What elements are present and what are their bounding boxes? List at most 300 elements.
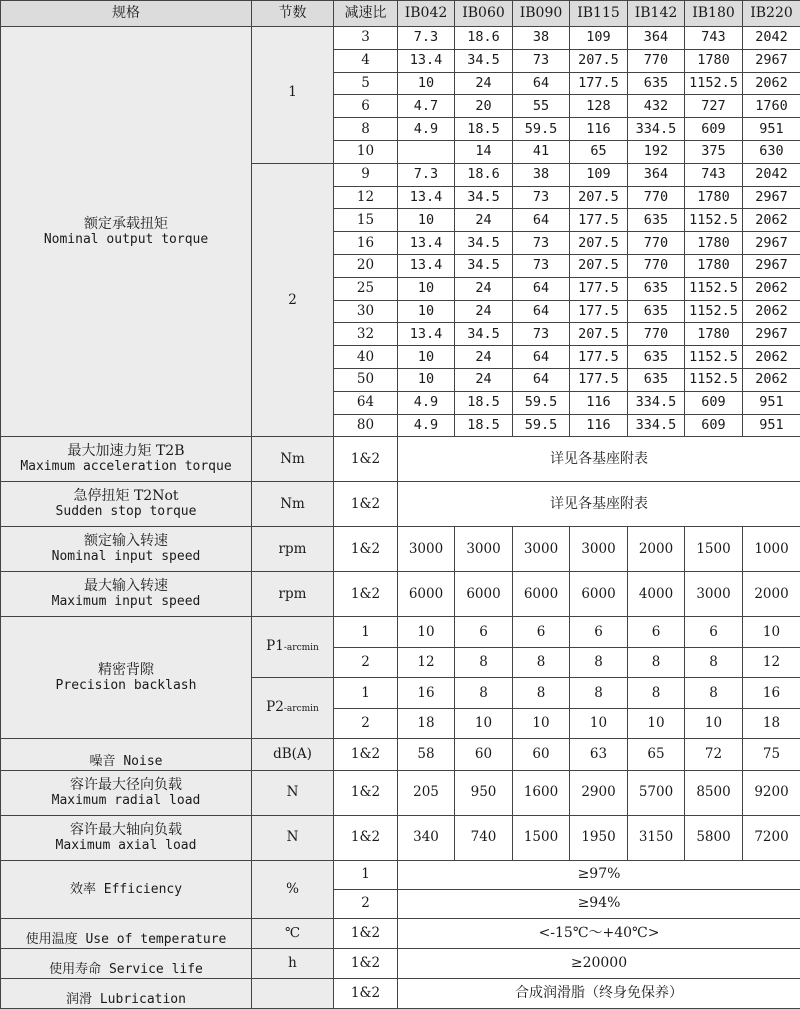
value-cell: 207.5 xyxy=(570,254,628,277)
nom-speed-label-en: Nominal input speed xyxy=(1,549,251,564)
backlash-label-en: Precision backlash xyxy=(1,678,251,693)
value-cell: 6000 xyxy=(455,572,513,617)
value-cell: 24 xyxy=(455,346,513,369)
torque-label-en: Nominal output torque xyxy=(1,232,251,247)
value-cell: 5800 xyxy=(685,815,743,860)
max-speed-label xyxy=(1,572,252,617)
value-cell: 3000 xyxy=(513,527,570,572)
header-model: IB180 xyxy=(685,1,743,27)
value-cell: 64 xyxy=(513,346,570,369)
noise-label-text: 噪音 Noise xyxy=(1,754,251,769)
value-cell: 2900 xyxy=(570,770,628,815)
value-cell: 2062 xyxy=(743,346,800,369)
unit-cell: Nm xyxy=(252,482,334,527)
ratio-cell: 25 xyxy=(334,277,398,300)
value-cell: 60 xyxy=(513,739,570,771)
life-label xyxy=(1,948,252,978)
value-cell: 64 xyxy=(513,277,570,300)
ratio-cell: 6 xyxy=(334,95,398,118)
merged-value-cell: 详见各基座附表 xyxy=(398,482,800,527)
ratio-cell: 16 xyxy=(334,232,398,255)
value-cell: 1000 xyxy=(743,527,800,572)
value-cell: 13.4 xyxy=(398,186,455,209)
value-cell: 65 xyxy=(570,140,628,163)
value-cell: 2000 xyxy=(628,527,685,572)
value-cell: 1152.5 xyxy=(685,209,743,232)
value-cell: 18.5 xyxy=(455,414,513,437)
ratio-cell: 20 xyxy=(334,254,398,277)
estop-label xyxy=(1,482,252,527)
value-cell: 334.5 xyxy=(628,391,685,414)
value-cell: 18.6 xyxy=(455,163,513,186)
value-cell: 13.4 xyxy=(398,323,455,346)
value-cell: 18 xyxy=(743,708,800,739)
value-cell: 24 xyxy=(455,300,513,323)
value-cell: 207.5 xyxy=(570,323,628,346)
table-row xyxy=(1,437,800,482)
value-cell: 10 xyxy=(513,708,570,739)
value-cell: 73 xyxy=(513,323,570,346)
value-cell: 2042 xyxy=(743,163,800,186)
value-cell: 7.3 xyxy=(398,27,455,50)
stage-cell: 1&2 xyxy=(334,572,398,617)
value-cell: 63 xyxy=(570,739,628,771)
value-cell: 207.5 xyxy=(570,186,628,209)
stage-cell: 1&2 xyxy=(334,482,398,527)
value-cell: 207.5 xyxy=(570,49,628,72)
value-cell: 1152.5 xyxy=(685,346,743,369)
value-cell: 7200 xyxy=(743,815,800,860)
table-row xyxy=(1,815,800,860)
value-cell: 6 xyxy=(455,617,513,648)
axial-label xyxy=(1,815,252,860)
value-cell: 6 xyxy=(628,617,685,648)
value-cell: 177.5 xyxy=(570,368,628,391)
stage-cell: 2 xyxy=(334,708,398,739)
torque-label-zh: 额定承载扭矩 xyxy=(1,217,251,232)
value-cell: 3000 xyxy=(398,527,455,572)
value-cell: 635 xyxy=(628,209,685,232)
value-cell: 34.5 xyxy=(455,186,513,209)
value-cell: 24 xyxy=(455,72,513,95)
header-model: IB142 xyxy=(628,1,685,27)
value-cell: 364 xyxy=(628,27,685,50)
value-cell: 59.5 xyxy=(513,118,570,141)
value-cell: 34.5 xyxy=(455,254,513,277)
ratio-cell: 9 xyxy=(334,163,398,186)
value-cell: 64 xyxy=(513,72,570,95)
value-cell: 2967 xyxy=(743,186,800,209)
value-cell: 13.4 xyxy=(398,254,455,277)
value-cell: 5700 xyxy=(628,770,685,815)
value-cell: 740 xyxy=(455,815,513,860)
value-cell: 4.7 xyxy=(398,95,455,118)
value-cell: 951 xyxy=(743,414,800,437)
value-cell: 743 xyxy=(685,163,743,186)
value-cell: 8 xyxy=(513,678,570,709)
unit-cell: N xyxy=(252,815,334,860)
merged-value-cell: ≥97% xyxy=(398,860,800,889)
torque-label xyxy=(1,27,252,437)
value-cell: 13.4 xyxy=(398,232,455,255)
merged-value-cell: ≥20000 xyxy=(398,948,800,978)
value-cell: 1152.5 xyxy=(685,277,743,300)
value-cell: 8 xyxy=(685,678,743,709)
value-cell: 1152.5 xyxy=(685,368,743,391)
stage-cell: 1&2 xyxy=(334,527,398,572)
value-cell: 75 xyxy=(743,739,800,771)
value-cell: 41 xyxy=(513,140,570,163)
value-cell: 8 xyxy=(455,647,513,678)
value-cell: 10 xyxy=(685,708,743,739)
stage-cell: 1&2 xyxy=(334,918,398,948)
value-cell: 18.5 xyxy=(455,391,513,414)
ratio-cell: 50 xyxy=(334,368,398,391)
radial-label xyxy=(1,770,252,815)
value-cell: 8500 xyxy=(685,770,743,815)
value-cell: 770 xyxy=(628,186,685,209)
value-cell: 635 xyxy=(628,300,685,323)
value-cell: 192 xyxy=(628,140,685,163)
unit-cell: Nm xyxy=(252,437,334,482)
value-cell: 8 xyxy=(570,647,628,678)
backlash-unit-sub: -arcmin xyxy=(284,643,319,653)
value-cell xyxy=(398,140,455,163)
table-row xyxy=(1,918,800,948)
value-cell: 18.5 xyxy=(455,118,513,141)
header-model: IB060 xyxy=(455,1,513,27)
backlash-p2-cell xyxy=(252,678,334,739)
value-cell: 177.5 xyxy=(570,72,628,95)
value-cell: 24 xyxy=(455,277,513,300)
value-cell: 1780 xyxy=(685,232,743,255)
header-model: IB042 xyxy=(398,1,455,27)
value-cell: 4.9 xyxy=(398,414,455,437)
value-cell: 12 xyxy=(398,647,455,678)
backlash-unit-sub: -arcmin xyxy=(284,704,319,714)
value-cell: 10 xyxy=(570,708,628,739)
value-cell: 12 xyxy=(743,647,800,678)
value-cell: 2062 xyxy=(743,368,800,391)
merged-value-cell: 合成润滑脂（终身免保养） xyxy=(398,978,800,1008)
value-cell: 2062 xyxy=(743,209,800,232)
ratio-cell: 5 xyxy=(334,72,398,95)
temp-label xyxy=(1,918,252,948)
stage-cell: 1 xyxy=(334,860,398,889)
stage-cell: 1 xyxy=(334,617,398,648)
value-cell: 18.6 xyxy=(455,27,513,50)
merged-value-cell: 详见各基座附表 xyxy=(398,437,800,482)
value-cell: 635 xyxy=(628,368,685,391)
value-cell: 635 xyxy=(628,72,685,95)
header-row xyxy=(1,1,800,27)
value-cell: 609 xyxy=(685,391,743,414)
stage-cell: 1&2 xyxy=(334,948,398,978)
axial-label-zh: 容许最大轴向负载 xyxy=(1,823,251,838)
unit-cell: rpm xyxy=(252,572,334,617)
value-cell: 73 xyxy=(513,232,570,255)
value-cell: 10 xyxy=(398,368,455,391)
lube-label xyxy=(1,978,252,1008)
header-ratio: 减速比 xyxy=(334,1,398,27)
value-cell: 73 xyxy=(513,186,570,209)
value-cell: 59.5 xyxy=(513,391,570,414)
accel-label-zh: 最大加速力矩 T2B xyxy=(1,444,251,459)
value-cell: 6000 xyxy=(513,572,570,617)
value-cell: 375 xyxy=(685,140,743,163)
lube-label-text: 润滑 Lubrication xyxy=(1,992,251,1007)
value-cell: 2967 xyxy=(743,232,800,255)
unit-cell: rpm xyxy=(252,527,334,572)
value-cell: 207.5 xyxy=(570,232,628,255)
value-cell: 432 xyxy=(628,95,685,118)
unit-cell: h xyxy=(252,948,334,978)
value-cell: 10 xyxy=(455,708,513,739)
unit-cell: ℃ xyxy=(252,918,334,948)
value-cell: 2967 xyxy=(743,323,800,346)
table-row xyxy=(1,978,800,1008)
max-speed-label-en: Maximum input speed xyxy=(1,594,251,609)
value-cell: 1500 xyxy=(513,815,570,860)
value-cell: 18 xyxy=(398,708,455,739)
table-row xyxy=(1,617,800,648)
value-cell: 8 xyxy=(570,678,628,709)
efficiency-label-text: 效率 Efficiency xyxy=(1,882,251,897)
value-cell: 1600 xyxy=(513,770,570,815)
value-cell: 6 xyxy=(685,617,743,648)
header-model: IB115 xyxy=(570,1,628,27)
estop-label-zh: 急停扭矩 T2Not xyxy=(1,489,251,504)
value-cell: 743 xyxy=(685,27,743,50)
value-cell: 24 xyxy=(455,368,513,391)
value-cell: 177.5 xyxy=(570,277,628,300)
stage-cell: 1&2 xyxy=(334,815,398,860)
value-cell: 770 xyxy=(628,254,685,277)
stage-cell: 1&2 xyxy=(334,437,398,482)
accel-label-en: Maximum acceleration torque xyxy=(1,459,251,474)
value-cell: 10 xyxy=(628,708,685,739)
table-row xyxy=(1,739,800,771)
table-row xyxy=(1,770,800,815)
table-row xyxy=(1,860,800,889)
value-cell: 55 xyxy=(513,95,570,118)
value-cell: 4.9 xyxy=(398,118,455,141)
backlash-label xyxy=(1,617,252,739)
value-cell: 10 xyxy=(398,617,455,648)
value-cell: 6 xyxy=(513,617,570,648)
value-cell: 8 xyxy=(513,647,570,678)
unit-cell xyxy=(252,978,334,1008)
value-cell: 635 xyxy=(628,346,685,369)
value-cell: 1780 xyxy=(685,49,743,72)
value-cell: 770 xyxy=(628,232,685,255)
value-cell: 630 xyxy=(743,140,800,163)
table-row xyxy=(1,27,800,50)
value-cell: 177.5 xyxy=(570,300,628,323)
max-speed-label-zh: 最大输入转速 xyxy=(1,579,251,594)
backlash-label-zh: 精密背隙 xyxy=(1,663,251,678)
value-cell: 770 xyxy=(628,49,685,72)
value-cell: 1780 xyxy=(685,254,743,277)
value-cell: 64 xyxy=(513,209,570,232)
value-cell: 4.9 xyxy=(398,391,455,414)
value-cell: 65 xyxy=(628,739,685,771)
value-cell: 177.5 xyxy=(570,346,628,369)
value-cell: 128 xyxy=(570,95,628,118)
value-cell: 609 xyxy=(685,414,743,437)
merged-value-cell: <-15℃～+40℃> xyxy=(398,918,800,948)
value-cell: 8 xyxy=(628,678,685,709)
ratio-cell: 15 xyxy=(334,209,398,232)
table-row xyxy=(1,572,800,617)
ratio-cell: 40 xyxy=(334,346,398,369)
value-cell: 364 xyxy=(628,163,685,186)
value-cell: 16 xyxy=(743,678,800,709)
efficiency-label xyxy=(1,860,252,918)
ratio-cell: 10 xyxy=(334,140,398,163)
radial-label-en: Maximum radial load xyxy=(1,793,251,808)
stage-cell: 1&2 xyxy=(334,739,398,771)
value-cell: 24 xyxy=(455,209,513,232)
stage-2-cell: 2 xyxy=(252,163,334,437)
value-cell: 8 xyxy=(455,678,513,709)
stage-cell: 1 xyxy=(334,678,398,709)
value-cell: 73 xyxy=(513,254,570,277)
table-row xyxy=(1,482,800,527)
value-cell: 1950 xyxy=(570,815,628,860)
value-cell: 8 xyxy=(628,647,685,678)
value-cell: 2967 xyxy=(743,49,800,72)
value-cell: 951 xyxy=(743,391,800,414)
value-cell: 6 xyxy=(570,617,628,648)
value-cell: 3000 xyxy=(455,527,513,572)
value-cell: 8 xyxy=(685,647,743,678)
value-cell: 116 xyxy=(570,414,628,437)
value-cell: 340 xyxy=(398,815,455,860)
value-cell: 770 xyxy=(628,323,685,346)
ratio-cell: 4 xyxy=(334,49,398,72)
unit-cell: % xyxy=(252,860,334,918)
value-cell: 3000 xyxy=(685,572,743,617)
value-cell: 34.5 xyxy=(455,323,513,346)
value-cell: 950 xyxy=(455,770,513,815)
value-cell: 334.5 xyxy=(628,414,685,437)
header-spec: 规格 xyxy=(1,1,252,27)
backlash-p1-label: P1 xyxy=(266,638,284,654)
table-row xyxy=(1,948,800,978)
backlash-p2-label: P2 xyxy=(266,699,284,715)
noise-label xyxy=(1,739,252,771)
radial-label-zh: 容许最大径向负载 xyxy=(1,778,251,793)
value-cell: 1780 xyxy=(685,323,743,346)
life-label-text: 使用寿命 Service life xyxy=(1,962,251,977)
axial-label-en: Maximum axial load xyxy=(1,838,251,853)
value-cell: 10 xyxy=(743,617,800,648)
value-cell: 16 xyxy=(398,678,455,709)
value-cell: 609 xyxy=(685,118,743,141)
merged-value-cell: ≥94% xyxy=(398,889,800,918)
value-cell: 59.5 xyxy=(513,414,570,437)
header-stage: 节数 xyxy=(252,1,334,27)
temp-label-text: 使用温度 Use of temperature xyxy=(1,932,251,947)
value-cell: 14 xyxy=(455,140,513,163)
value-cell: 1780 xyxy=(685,186,743,209)
value-cell: 72 xyxy=(685,739,743,771)
value-cell: 3000 xyxy=(570,527,628,572)
nom-speed-label xyxy=(1,527,252,572)
value-cell: 2967 xyxy=(743,254,800,277)
value-cell: 2042 xyxy=(743,27,800,50)
value-cell: 10 xyxy=(398,346,455,369)
value-cell: 38 xyxy=(513,163,570,186)
ratio-cell: 12 xyxy=(334,186,398,209)
value-cell: 727 xyxy=(685,95,743,118)
stage-cell: 1&2 xyxy=(334,770,398,815)
value-cell: 34.5 xyxy=(455,49,513,72)
value-cell: 20 xyxy=(455,95,513,118)
value-cell: 34.5 xyxy=(455,232,513,255)
value-cell: 6000 xyxy=(570,572,628,617)
value-cell: 10 xyxy=(398,277,455,300)
table-row xyxy=(1,527,800,572)
value-cell: 60 xyxy=(455,739,513,771)
value-cell: 2062 xyxy=(743,72,800,95)
stage-cell: 2 xyxy=(334,647,398,678)
value-cell: 64 xyxy=(513,300,570,323)
value-cell: 73 xyxy=(513,49,570,72)
value-cell: 109 xyxy=(570,27,628,50)
stage-cell: 2 xyxy=(334,889,398,918)
value-cell: 3150 xyxy=(628,815,685,860)
stage-cell: 1&2 xyxy=(334,978,398,1008)
header-model: IB090 xyxy=(513,1,570,27)
value-cell: 2000 xyxy=(743,572,800,617)
value-cell: 13.4 xyxy=(398,49,455,72)
ratio-cell: 3 xyxy=(334,27,398,50)
value-cell: 9200 xyxy=(743,770,800,815)
value-cell: 635 xyxy=(628,277,685,300)
value-cell: 205 xyxy=(398,770,455,815)
ratio-cell: 32 xyxy=(334,323,398,346)
value-cell: 1152.5 xyxy=(685,300,743,323)
ratio-cell: 30 xyxy=(334,300,398,323)
unit-cell: N xyxy=(252,770,334,815)
value-cell: 2062 xyxy=(743,300,800,323)
ratio-cell: 80 xyxy=(334,414,398,437)
value-cell: 177.5 xyxy=(570,209,628,232)
ratio-cell: 64 xyxy=(334,391,398,414)
value-cell: 334.5 xyxy=(628,118,685,141)
value-cell: 10 xyxy=(398,209,455,232)
value-cell: 64 xyxy=(513,368,570,391)
value-cell: 951 xyxy=(743,118,800,141)
value-cell: 1152.5 xyxy=(685,72,743,95)
value-cell: 6000 xyxy=(398,572,455,617)
value-cell: 10 xyxy=(398,72,455,95)
stage-1-cell: 1 xyxy=(252,27,334,164)
accel-label xyxy=(1,437,252,482)
value-cell: 116 xyxy=(570,391,628,414)
value-cell: 116 xyxy=(570,118,628,141)
value-cell: 10 xyxy=(398,300,455,323)
unit-cell: dB(A) xyxy=(252,739,334,771)
value-cell: 38 xyxy=(513,27,570,50)
value-cell: 2062 xyxy=(743,277,800,300)
ratio-cell: 8 xyxy=(334,118,398,141)
value-cell: 109 xyxy=(570,163,628,186)
value-cell: 1500 xyxy=(685,527,743,572)
backlash-p1-cell xyxy=(252,617,334,678)
